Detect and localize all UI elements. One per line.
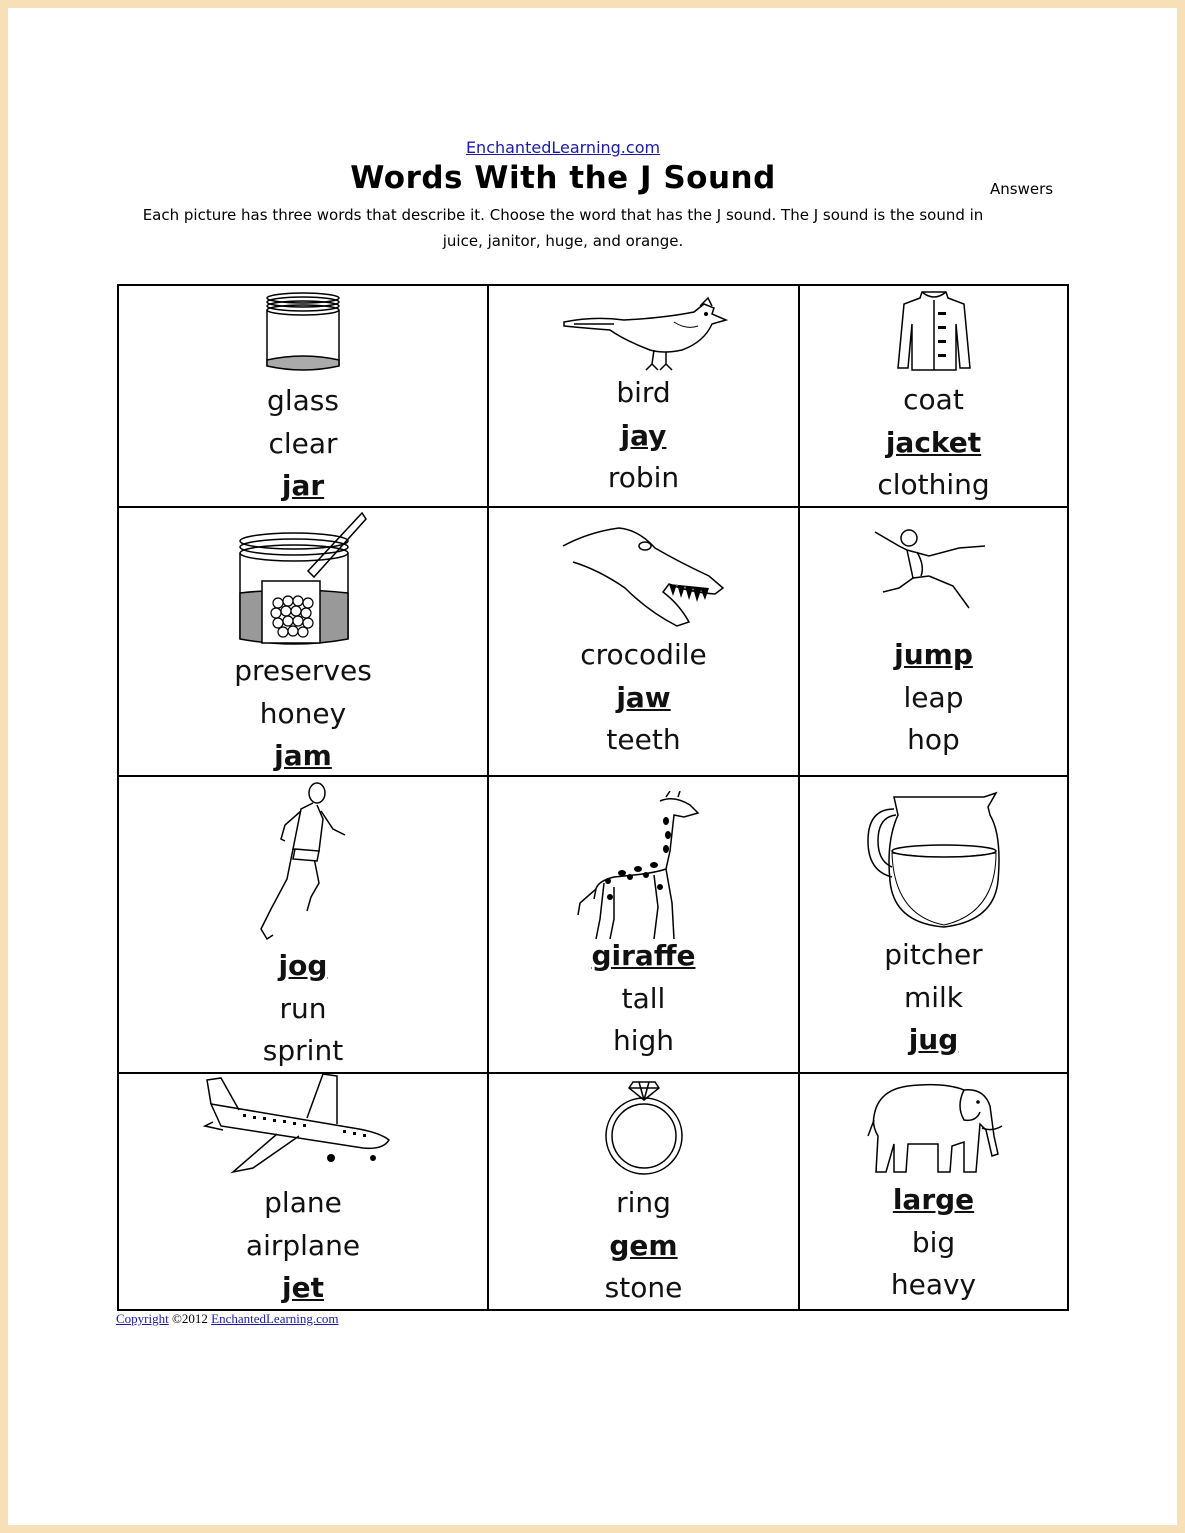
answers-label: Answers xyxy=(990,180,1054,198)
word-option: clothing xyxy=(877,468,990,501)
jacket-icon xyxy=(800,288,1067,374)
crocodile-icon xyxy=(489,522,798,632)
answer-word: jam xyxy=(274,739,332,772)
copyright-link[interactable]: Copyright xyxy=(116,1311,169,1326)
cell-large xyxy=(800,1074,1067,1309)
word-option: crocodile xyxy=(580,638,707,671)
cell-jacket xyxy=(800,286,1067,508)
instructions: Each picture has three words that describe it. Choose the word that has the J sound. The J sound is the sound in juice, janitor, huge, and orange. xyxy=(142,206,984,250)
cell-gem xyxy=(489,1074,800,1309)
cell-jam xyxy=(119,508,489,777)
copyright-footer xyxy=(116,1311,339,1327)
elephant-icon xyxy=(800,1076,1067,1176)
ring-icon xyxy=(489,1076,798,1176)
word-option: preserves xyxy=(234,654,372,687)
answer-word: gem xyxy=(609,1228,678,1262)
page-title: Words With the J Sound xyxy=(350,160,776,196)
cell-bird xyxy=(489,286,800,508)
answer-word: jay xyxy=(620,418,667,452)
answer-word: jet xyxy=(282,1271,324,1304)
answer-word: jog xyxy=(278,949,328,982)
jam-jar-icon xyxy=(119,511,487,651)
giraffe-icon xyxy=(489,791,798,939)
jar-icon xyxy=(119,290,487,378)
word-option: bird xyxy=(616,376,671,409)
word-option: plane xyxy=(264,1186,342,1219)
word-option: honey xyxy=(259,696,347,730)
footer-site-link[interactable]: EnchantedLearning.com xyxy=(211,1311,339,1326)
word-option: leap xyxy=(903,680,964,714)
word-grid xyxy=(117,284,1069,1311)
answer-word: jump xyxy=(894,638,973,671)
runner-icon xyxy=(119,779,487,947)
airplane-icon xyxy=(119,1074,487,1174)
jumping-person-icon xyxy=(800,526,1067,616)
word-option: robin xyxy=(607,461,680,494)
pitcher-icon xyxy=(800,791,1067,931)
cell-giraffe xyxy=(489,777,800,1074)
word-option: high xyxy=(612,1024,675,1057)
bird-icon xyxy=(489,294,798,374)
answer-word: jaw xyxy=(616,680,671,714)
answer-word: large xyxy=(892,1183,975,1216)
word-option: teeth xyxy=(606,723,681,756)
word-option: airplane xyxy=(245,1228,361,1262)
cell-jar xyxy=(119,286,489,508)
cell-jet xyxy=(119,1074,489,1309)
cell-jaw xyxy=(489,508,800,777)
worksheet-page xyxy=(8,8,1177,1525)
word-option: ring xyxy=(616,1186,671,1219)
word-option: glass xyxy=(267,384,339,417)
word-option: sprint xyxy=(262,1034,344,1067)
cell-jug xyxy=(800,777,1067,1074)
word-option: tall xyxy=(621,981,666,1015)
word-option: hop xyxy=(907,723,960,756)
word-option: pitcher xyxy=(884,938,983,971)
word-option: big xyxy=(911,1225,956,1259)
site-link[interactable]: EnchantedLearning.com xyxy=(465,138,661,157)
word-option: run xyxy=(279,991,327,1025)
answer-word: jug xyxy=(908,1023,959,1056)
answer-word: jacket xyxy=(885,425,982,459)
cell-jog xyxy=(119,777,489,1074)
word-option: coat xyxy=(903,383,964,416)
word-option: clear xyxy=(268,426,338,460)
word-option: heavy xyxy=(890,1268,977,1301)
answer-word: giraffe xyxy=(591,939,696,972)
word-option: stone xyxy=(604,1271,683,1304)
copyright-year: ©2012 xyxy=(171,1311,208,1326)
answer-word: jar xyxy=(281,469,325,502)
word-option: milk xyxy=(903,980,964,1014)
cell-jump xyxy=(800,508,1067,777)
